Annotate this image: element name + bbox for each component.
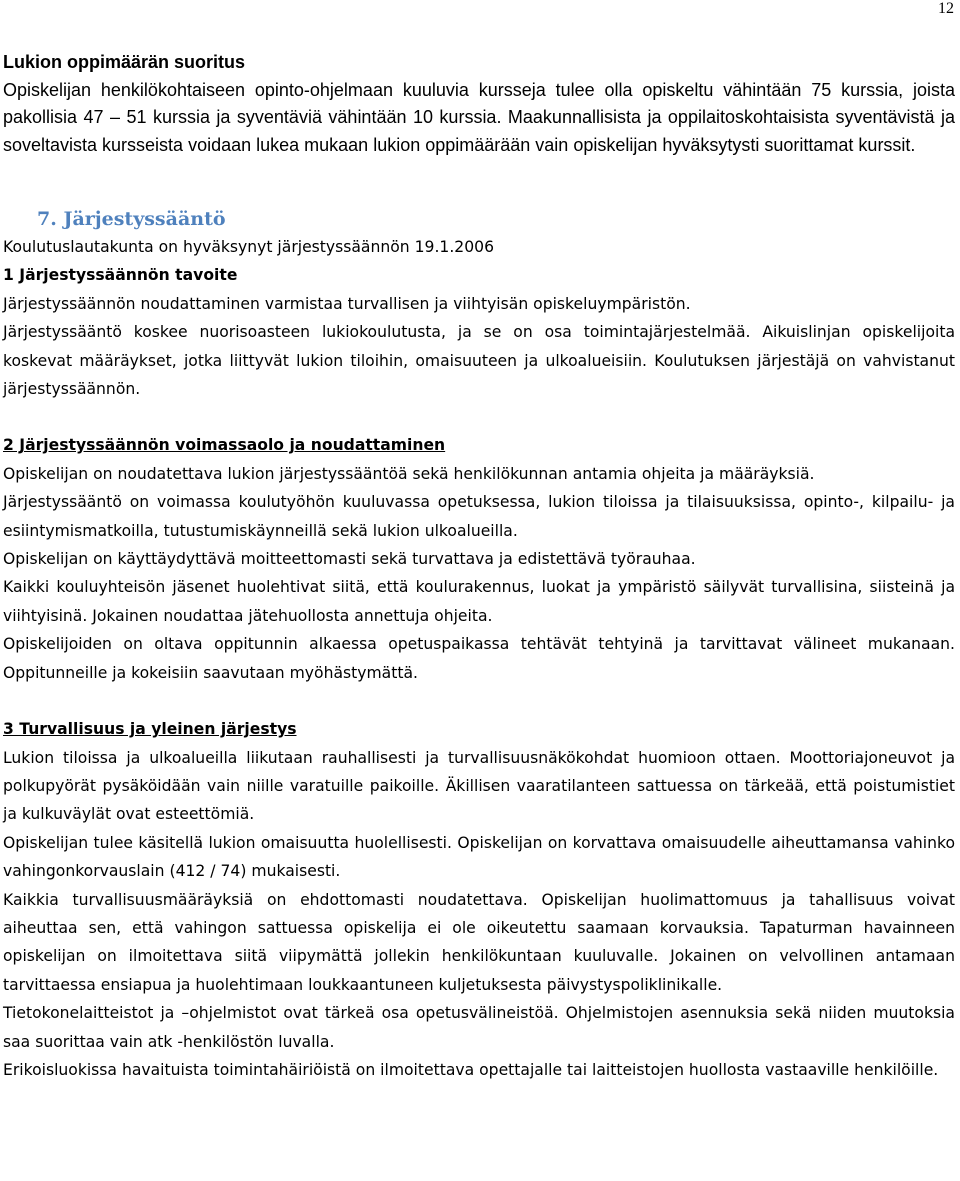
section-7-heading: 7. Järjestyssääntö — [37, 208, 226, 230]
s2-paragraph: Järjestyssääntö on voimassa koulutyöhön kuuluvassa opetuksessa, lukion tiloissa ja tilaisuuksissa, opinto-, kilpailu- ja esiintymismatkoilla, tutustumiskäynneillä sekä lukion ulkoalueilla. — [3, 493, 955, 540]
approval-line: Koulutuslautakunta on hyväksynyt järjestyssäännön 19.1.2006 — [3, 238, 494, 256]
intro-heading: Lukion oppimäärän suoritus — [3, 52, 246, 72]
s2-paragraph: Opiskelijan on noudatettava lukion järjestyssääntöä sekä henkilökunnan antamia ohjeita ja määräyksiä. — [3, 464, 815, 483]
section-1-heading: 1 Järjestyssäännön tavoite — [3, 266, 238, 285]
s3-paragraph: Erikoisluokissa havaituista toimintahäiriöistä on ilmoitettava opettajalle tai laitteistojen huollosta vastaaville henkilöille. — [3, 1060, 939, 1079]
s2-paragraph: Kaikki kouluyhteisön jäsenet huolehtivat siitä, että koulurakennus, luokat ja ympäristö säilyvät turvallisina, siisteinä ja viihtyisinä. Jokainen noudattaa jätehuollosta annettuja ohjeita. — [3, 578, 955, 625]
section-3-heading: 3 Turvallisuus ja yleinen järjestys — [3, 720, 297, 739]
s3-paragraph: Lukion tiloissa ja ulkoalueilla liikutaan rauhallisesti ja turvallisuusnäkökohdat huomioon ottaen. Moottoriajoneuvot ja polkupyörät pysäköidään vain niille varatuille paikoille. Äkillisen vaaratilanteen sattuessa on tärkeää, että poistumistiet ja kulkuväylät ovat esteettömiä. — [3, 748, 955, 824]
section-2-heading: 2 Järjestyssäännön voimassaolo ja noudattaminen — [3, 436, 446, 455]
page-number: 12 — [938, 0, 954, 17]
document-page — [3, 0, 955, 1084]
s3-paragraph: Kaikkia turvallisuusmääräyksiä on ehdottomasti noudatettava. Opiskelijan huolimattomuus ja tahallisuus voivat aiheuttaa sen, että vahingon sattuessa opiskelija ei ole oikeutettu saamaan korvauksia. Tapaturman havainneen opiskelijan on ilmoitettava siitä viipymättä jollekin henkilökuntaan kuuluvalle. Jokainen on velvollinen antamaan tarvittaessa ensiapua ja huolehtimaan loukkaantuneen kuljetuksesta päivystyspoliklinikalle. — [3, 890, 955, 994]
s2-paragraph: Opiskelijoiden on oltava oppitunnin alkaessa opetuspaikassa tehtävät tehtyinä ja tarvittavat välineet mukanaan. Oppitunneille ja kokeisiin saavutaan myöhästymättä. — [3, 635, 955, 682]
s2-paragraph: Opiskelijan on käyttäydyttävä moitteettomasti sekä turvattava ja edistettävä työrauhaa. — [3, 550, 696, 569]
s3-paragraph: Opiskelijan tulee käsitellä lukion omaisuutta huolellisesti. Opiskelijan on korvattava omaisuudelle aiheuttamansa vahinko vahingonkorvauslain (412 / 74) mukaisesti. — [3, 833, 955, 881]
s3-paragraph: Tietokonelaitteistot ja –ohjelmistot ovat tärkeä osa opetusvälineistöä. Ohjelmistojen asennuksia sekä niiden muutoksia saa suorittaa vain atk -henkilöstön luvalla. — [3, 1004, 955, 1051]
intro-paragraph: Opiskelijan henkilökohtaiseen opinto-ohjelmaan kuuluvia kursseja tulee olla opiskeltu vähintään 75 kurssia, joista pakollisia 47 – 51 kurssia ja syventäviä vähintään 10 kurssia. Maakunnallisista ja oppilaitoskohtaisista syventävistä ja soveltavista kursseista voidaan lukea mukaan lukion oppimäärään vain opiskelijan hyväksytysti suorittamat kurssit. — [3, 79, 955, 155]
s1-paragraph: Järjestyssääntö koskee nuorisoasteen lukiokoulutusta, ja se on osa toimintajärjestelmää. Aikuislinjan opiskelijoita koskevat määräykset, jotka liittyvät lukion tiloihin, omaisuuteen ja ulkoalueisiin. Koulutuksen järjestäjä on vahvistanut järjestyssäännön. — [3, 323, 955, 399]
s1-paragraph: Järjestyssäännön noudattaminen varmistaa turvallisen ja viihtyisän opiskeluympäristön. — [3, 294, 691, 313]
